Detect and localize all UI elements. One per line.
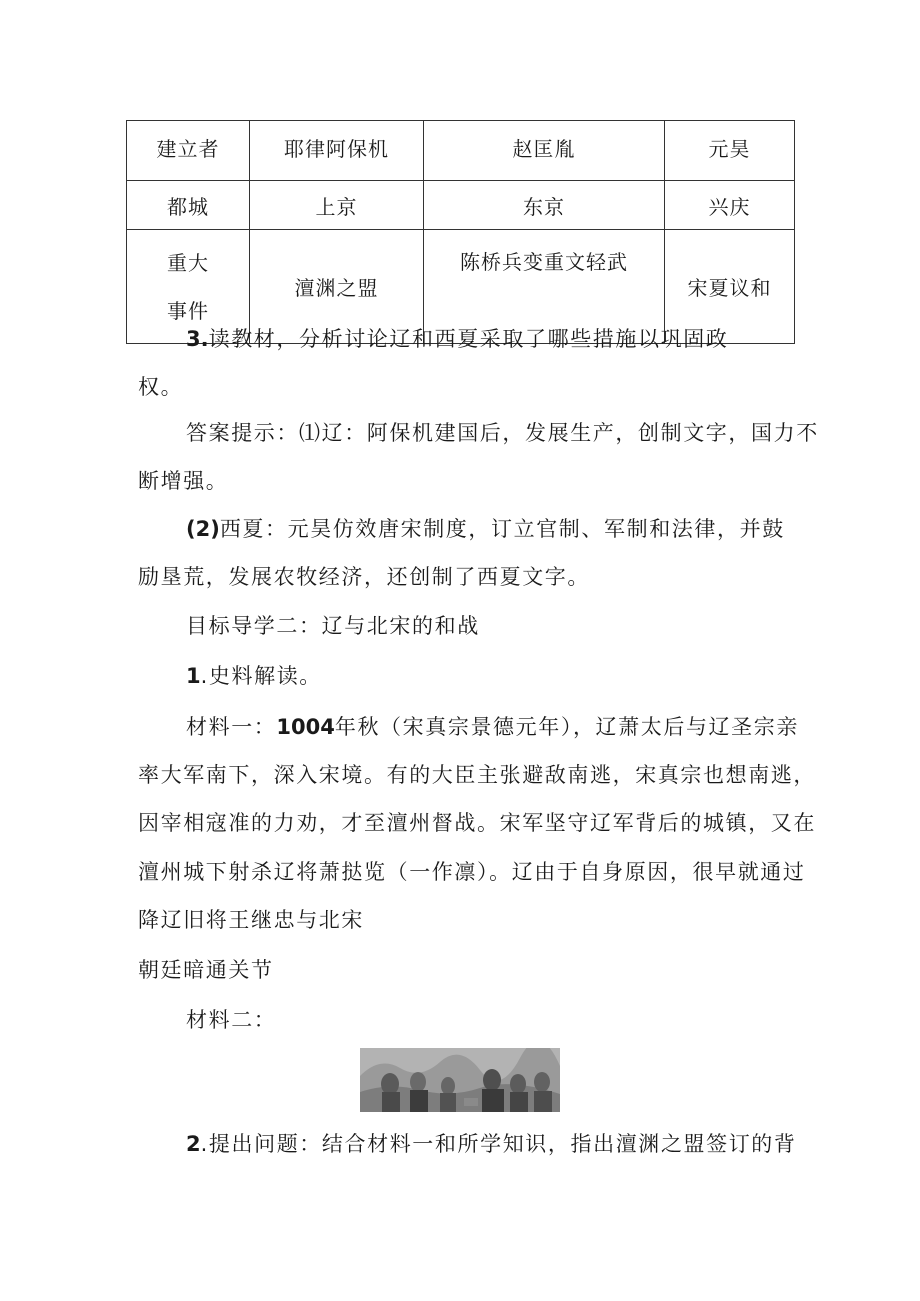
cell-text-part: 事件 — [167, 298, 209, 323]
item-text: .提出问题：结合材料一和所学知识，指出澶渊之盟签订的背 — [200, 1132, 797, 1156]
material-1-line-4: 澶州城下射杀辽将萧挞览（一作凛）。辽由于自身原因，很早就通过 — [138, 860, 806, 884]
question-3-line-1 — [186, 324, 728, 354]
table-cell: 上京 — [250, 181, 424, 230]
material-1-line-2: 率大军南下，深入宋境。有的大臣主张避敌南逃，宋真宗也想南逃， — [138, 763, 816, 787]
table-row — [127, 181, 795, 230]
material-1-line-1 — [186, 712, 799, 742]
cell-text-part: 重大 — [167, 250, 209, 275]
item-1 — [186, 661, 322, 691]
stacked-cell-text — [127, 239, 249, 335]
material-2-label: 材料二： — [186, 1008, 277, 1032]
historical-illustration — [360, 1048, 560, 1112]
question-number: 3. — [186, 327, 209, 351]
answer-text: 西夏：元昊仿效唐宋制度，订立官制、军制和法律，并鼓 — [219, 517, 785, 541]
table-cell: 兴庆 — [665, 181, 795, 230]
item-number: (2) — [186, 517, 220, 541]
material-text: 年秋（宋真宗景德元年），辽萧太后与辽圣宗亲 — [334, 715, 799, 739]
answer-hint-line-2: 断增强。 — [138, 469, 229, 493]
regime-comparison-table — [126, 120, 795, 344]
table-cell: 陈桥兵变重文轻武 — [424, 230, 665, 344]
material-label: 材料一： — [186, 715, 277, 739]
material-1-line-6: 朝廷暗通关节 — [138, 958, 274, 982]
answer-2-line-2: 励垦荒，发展农牧经济，还创制了西夏文字。 — [138, 565, 590, 589]
table-cell: 建立者 — [127, 121, 250, 181]
item-text: .史料解读。 — [200, 664, 322, 688]
table-cell: 耶律阿保机 — [250, 121, 424, 181]
answer-hint-line-1: 答案提示：⑴辽：阿保机建国后，发展生产，创制文字，国力不 — [186, 421, 819, 445]
table-row — [127, 121, 795, 181]
table-cell: 澶渊之盟 — [250, 230, 424, 344]
year: 1004 — [276, 715, 335, 739]
item-number: 2 — [186, 1132, 201, 1156]
table-cell: 都城 — [127, 181, 250, 230]
item-2 — [186, 1129, 797, 1159]
table-cell: 宋夏议和 — [665, 230, 795, 344]
illustration-art — [360, 1048, 560, 1112]
item-number: 1 — [186, 664, 201, 688]
answer-2-line-1 — [186, 514, 785, 544]
table-cell: 元昊 — [665, 121, 795, 181]
question-3-line-2: 权。 — [138, 375, 184, 399]
question-text: 读教材，分析讨论辽和西夏采取了哪些措施以巩固政 — [208, 327, 729, 351]
table-cell: 赵匡胤 — [424, 121, 665, 181]
table-cell: 东京 — [424, 181, 665, 230]
material-1-line-3: 因宰相寇准的力劝，才至澶州督战。宋军坚守辽军背后的城镇，又在 — [138, 811, 816, 835]
section-heading: 目标导学二：辽与北宋的和战 — [186, 614, 480, 638]
material-1-line-5: 降辽旧将王继忠与北宋 — [138, 908, 364, 932]
